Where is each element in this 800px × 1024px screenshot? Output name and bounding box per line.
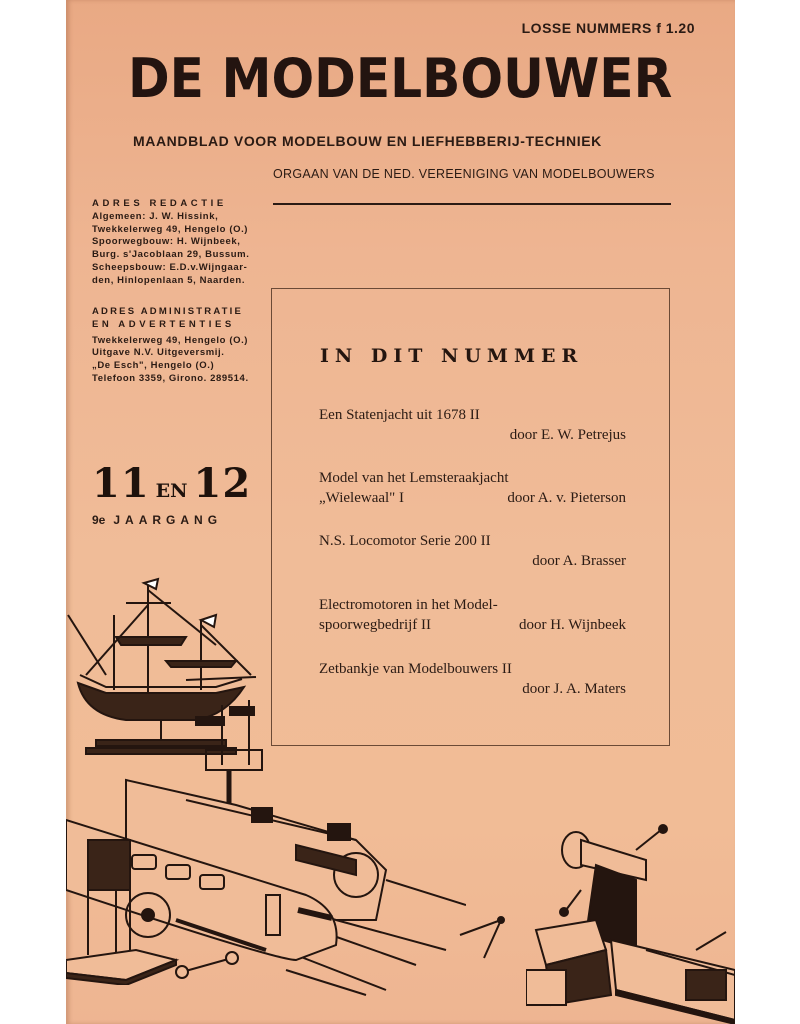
administration-address-heading: ADRES ADMINISTRATIE — [92, 306, 244, 317]
volume-number: 9e — [92, 513, 106, 527]
address-line: den, Hinlopenlaan 5, Naarden. — [92, 274, 246, 286]
contents-item — [319, 532, 626, 571]
wrench-icon — [174, 950, 244, 980]
address-line: „De Esch", Hengelo (O.) — [92, 360, 215, 372]
issue-number — [92, 460, 251, 507]
organ-statement: ORGAAN VAN DE NED. VEREENIGING VAN MODELBOUWERS — [273, 167, 655, 181]
header-divider — [273, 203, 671, 205]
article-title: Een Statenjacht uit 1678 II — [319, 407, 480, 423]
steam-engine-illustration — [66, 835, 186, 985]
address-line: Telefoon 3359, Girono. 289514. — [92, 372, 249, 384]
address-line: Scheepsbouw: E.D.v.Wijngaar- — [92, 261, 248, 273]
magazine-title: DE MODELBOUWER — [128, 47, 673, 110]
article-author: door A. Brasser — [532, 552, 626, 569]
article-title: N.S. Locomotor Serie 200 II — [319, 533, 491, 549]
article-author: door H. Wijnbeek — [518, 616, 626, 633]
address-line: Uitgave N.V. Uitgeversmij. — [92, 347, 225, 359]
article-title: Zetbankje van Modelbouwers II — [319, 661, 512, 677]
issue-number-2: 12 — [193, 460, 252, 507]
administration-address-heading-2: EN ADVERTENTIES — [92, 318, 235, 330]
article-title: Model van het Lemsteraakjacht — [319, 470, 509, 486]
administration-address-block — [92, 306, 249, 386]
magazine-cover — [66, 0, 735, 1024]
compass-tool-icon — [456, 910, 516, 960]
article-author: door E. W. Petrejus — [509, 426, 626, 443]
editorial-address-heading: ADRES REDACTIE — [92, 198, 227, 209]
article-author: door J. A. Maters — [522, 680, 626, 697]
article-title-continued: spoorwegbedrijf II — [319, 616, 432, 633]
single-issue-price: LOSSE NUMMERS f 1.20 — [521, 20, 695, 36]
article-title-continued: „Wielewaal" I — [319, 489, 405, 506]
address-line: Twekkelerweg 49, Hengelo (O.) — [92, 334, 249, 346]
editorial-address-block — [92, 198, 249, 288]
volume-word: JAARGANG — [113, 513, 223, 527]
contents-heading: IN DIT NUMMER — [320, 345, 584, 367]
address-line: Spoorwegbouw: H. Wijnbeek, — [92, 236, 241, 248]
address-line: Burg. s'Jacoblaan 29, Bussum. — [92, 249, 250, 261]
contents-item — [319, 406, 626, 445]
address-line: Twekkelerweg 49, Hengelo (O.) — [92, 223, 249, 235]
issue-conjunction: EN — [155, 480, 188, 502]
article-title: Electromotoren in het Model- — [319, 597, 498, 613]
magazine-subtitle: MAANDBLAD VOOR MODELBOUW EN LIEFHEBBERIJ-TECHNIEK — [133, 133, 602, 149]
contents-item — [319, 469, 626, 508]
article-author: door A. v. Pieterson — [507, 489, 626, 506]
volume-label — [92, 513, 222, 527]
issue-number-1: 11 — [92, 460, 150, 507]
lathe-illustration — [526, 820, 735, 1024]
address-line: Algemeen: J. W. Hissink, — [92, 210, 219, 222]
contents-item — [319, 596, 626, 635]
table-of-contents — [271, 288, 670, 746]
contents-item — [319, 660, 626, 699]
